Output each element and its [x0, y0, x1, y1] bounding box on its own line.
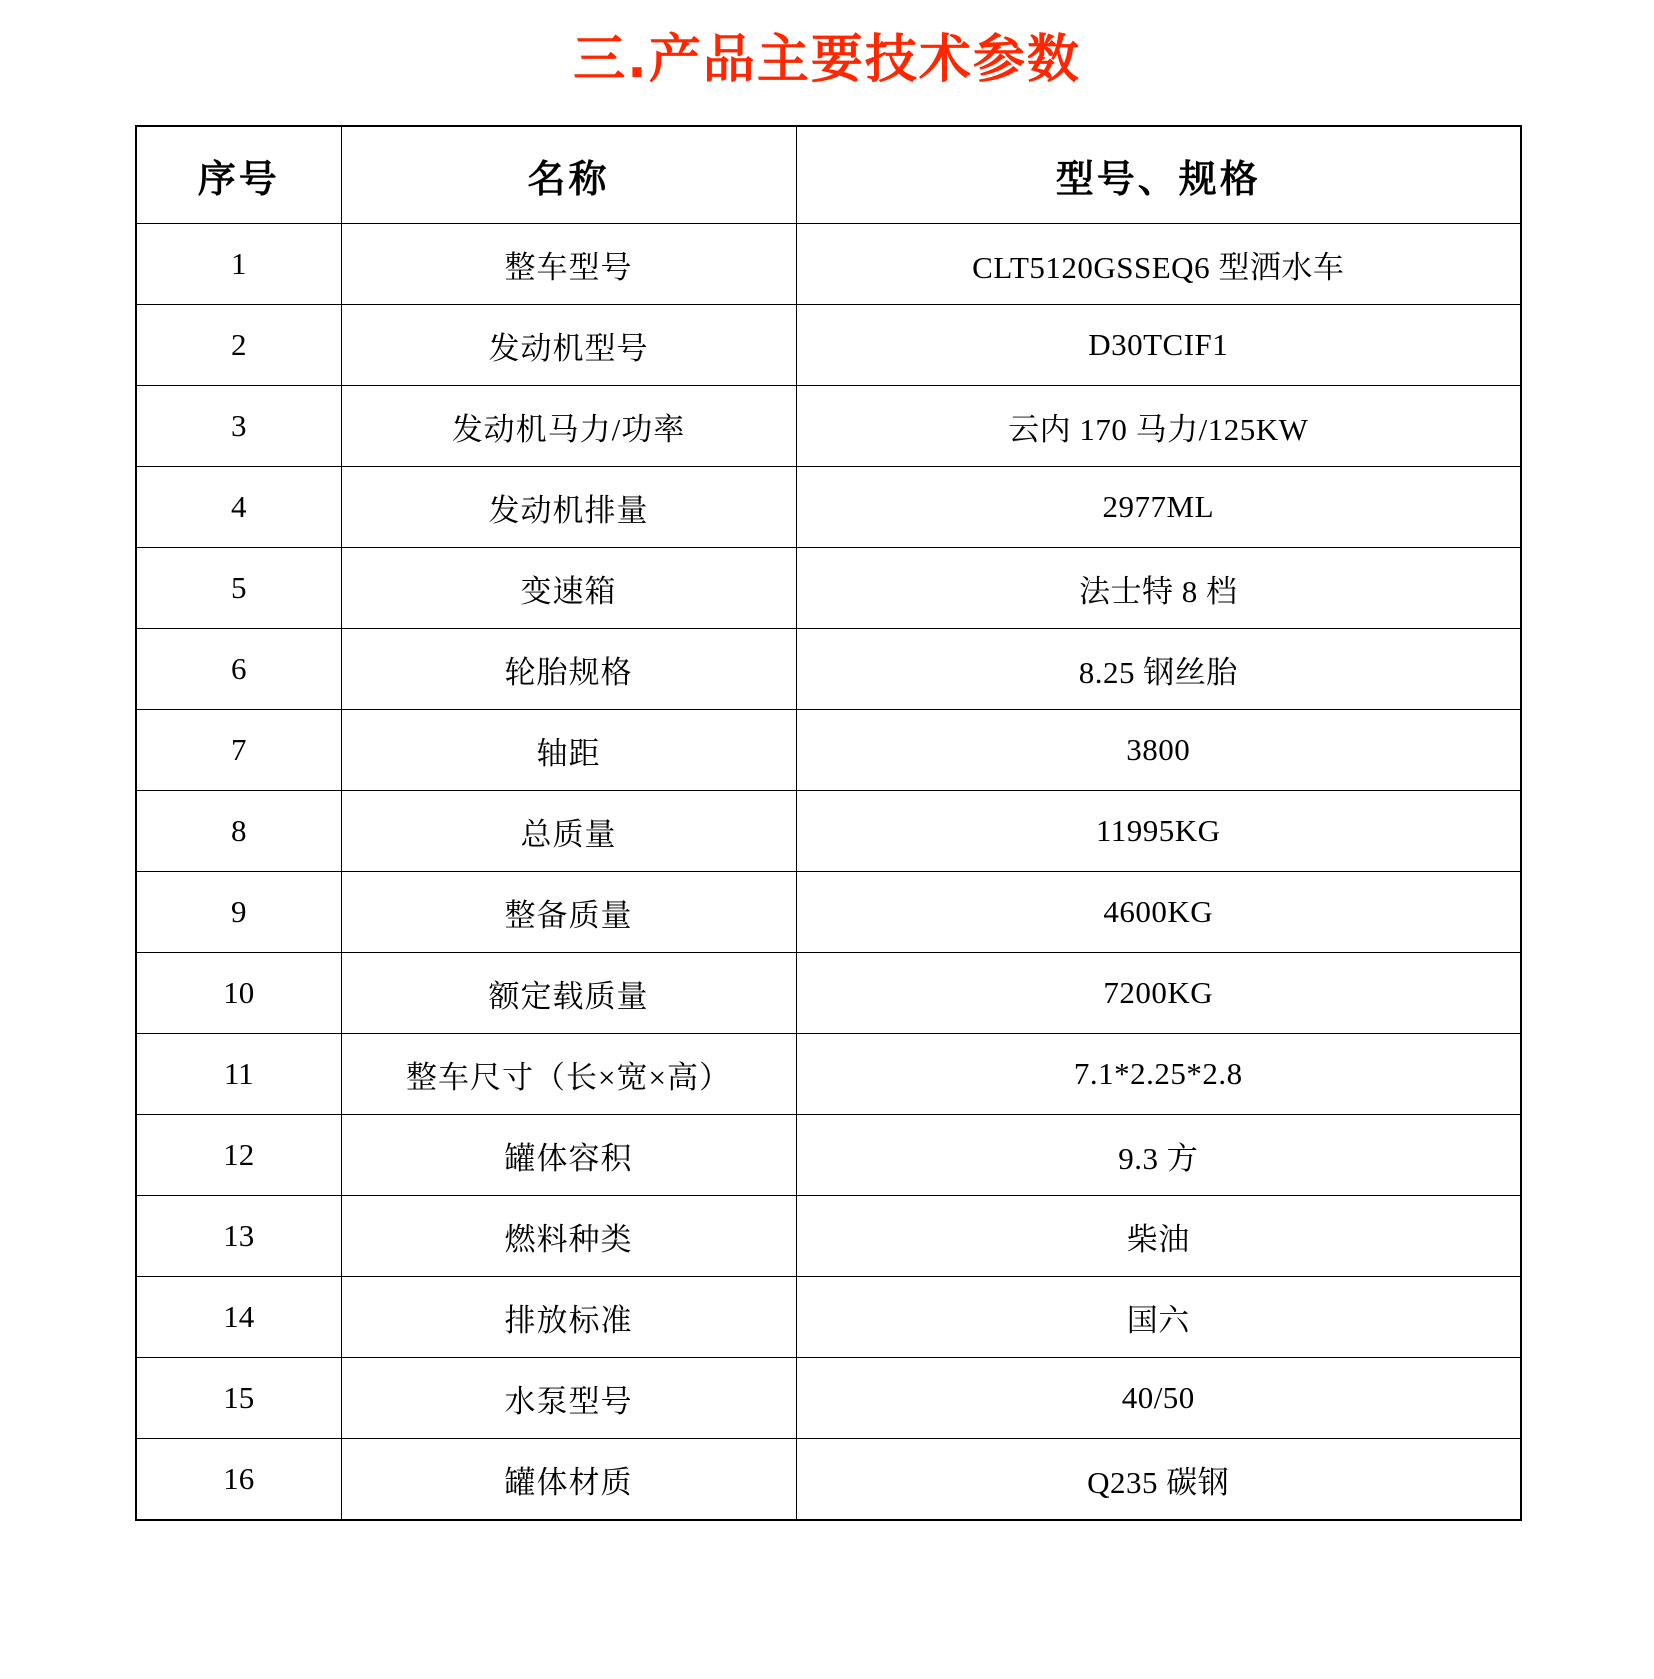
table-row: [136, 872, 1521, 953]
cell-name: 发动机马力/功率: [341, 386, 796, 467]
cell-spec: 4600KG: [796, 872, 1521, 953]
spec-table-container: [0, 103, 1654, 1521]
cell-index: 7: [136, 710, 341, 791]
cell-spec: 国六: [796, 1277, 1521, 1358]
cell-index: 10: [136, 953, 341, 1034]
table-row: [136, 224, 1521, 305]
cell-spec: 8.25 钢丝胎: [796, 629, 1521, 710]
cell-name: 发动机排量: [341, 467, 796, 548]
cell-spec: 法士特 8 档: [796, 548, 1521, 629]
cell-name: 变速箱: [341, 548, 796, 629]
cell-spec: 云内 170 马力/125KW: [796, 386, 1521, 467]
cell-index: 15: [136, 1358, 341, 1439]
table-row: [136, 1115, 1521, 1196]
table-row: [136, 791, 1521, 872]
cell-spec: D30TCIF1: [796, 305, 1521, 386]
cell-index: 5: [136, 548, 341, 629]
table-row: [136, 629, 1521, 710]
cell-index: 8: [136, 791, 341, 872]
cell-name: 发动机型号: [341, 305, 796, 386]
cell-spec: 3800: [796, 710, 1521, 791]
cell-spec: 柴油: [796, 1196, 1521, 1277]
cell-name: 整备质量: [341, 872, 796, 953]
cell-index: 4: [136, 467, 341, 548]
table-header: [136, 126, 1521, 224]
cell-name: 轴距: [341, 710, 796, 791]
cell-index: 2: [136, 305, 341, 386]
cell-index: 14: [136, 1277, 341, 1358]
cell-name: 整车尺寸（长×宽×高）: [341, 1034, 796, 1115]
cell-index: 9: [136, 872, 341, 953]
cell-spec: 40/50: [796, 1358, 1521, 1439]
table-body: [136, 224, 1521, 1521]
cell-index: 16: [136, 1439, 341, 1521]
spec-table: [135, 125, 1522, 1521]
table-header-row: [136, 126, 1521, 224]
table-row: [136, 1034, 1521, 1115]
table-row: [136, 710, 1521, 791]
table-row: [136, 1277, 1521, 1358]
cell-index: 11: [136, 1034, 341, 1115]
cell-name: 燃料种类: [341, 1196, 796, 1277]
cell-name: 轮胎规格: [341, 629, 796, 710]
cell-name: 罐体材质: [341, 1439, 796, 1521]
cell-index: 6: [136, 629, 341, 710]
table-row: [136, 1439, 1521, 1521]
page-title: 三.产品主要技术参数: [573, 30, 1081, 90]
table-row: [136, 305, 1521, 386]
table-row: [136, 548, 1521, 629]
cell-spec: 11995KG: [796, 791, 1521, 872]
cell-spec: 7200KG: [796, 953, 1521, 1034]
column-header-name: 名称: [341, 126, 796, 224]
cell-index: 13: [136, 1196, 341, 1277]
table-row: [136, 467, 1521, 548]
table-row: [136, 1358, 1521, 1439]
cell-name: 额定载质量: [341, 953, 796, 1034]
cell-spec: 9.3 方: [796, 1115, 1521, 1196]
cell-name: 罐体容积: [341, 1115, 796, 1196]
table-row: [136, 953, 1521, 1034]
cell-index: 3: [136, 386, 341, 467]
cell-name: 整车型号: [341, 224, 796, 305]
table-row: [136, 1196, 1521, 1277]
column-header-index: 序号: [136, 126, 341, 224]
cell-index: 1: [136, 224, 341, 305]
cell-name: 总质量: [341, 791, 796, 872]
cell-name: 水泵型号: [341, 1358, 796, 1439]
cell-spec: Q235 碳钢: [796, 1439, 1521, 1521]
cell-spec: 2977ML: [796, 467, 1521, 548]
cell-name: 排放标准: [341, 1277, 796, 1358]
cell-spec: CLT5120GSSEQ6 型洒水车: [796, 224, 1521, 305]
cell-index: 12: [136, 1115, 341, 1196]
column-header-spec: 型号、规格: [796, 126, 1521, 224]
table-row: [136, 386, 1521, 467]
cell-spec: 7.1*2.25*2.8: [796, 1034, 1521, 1115]
